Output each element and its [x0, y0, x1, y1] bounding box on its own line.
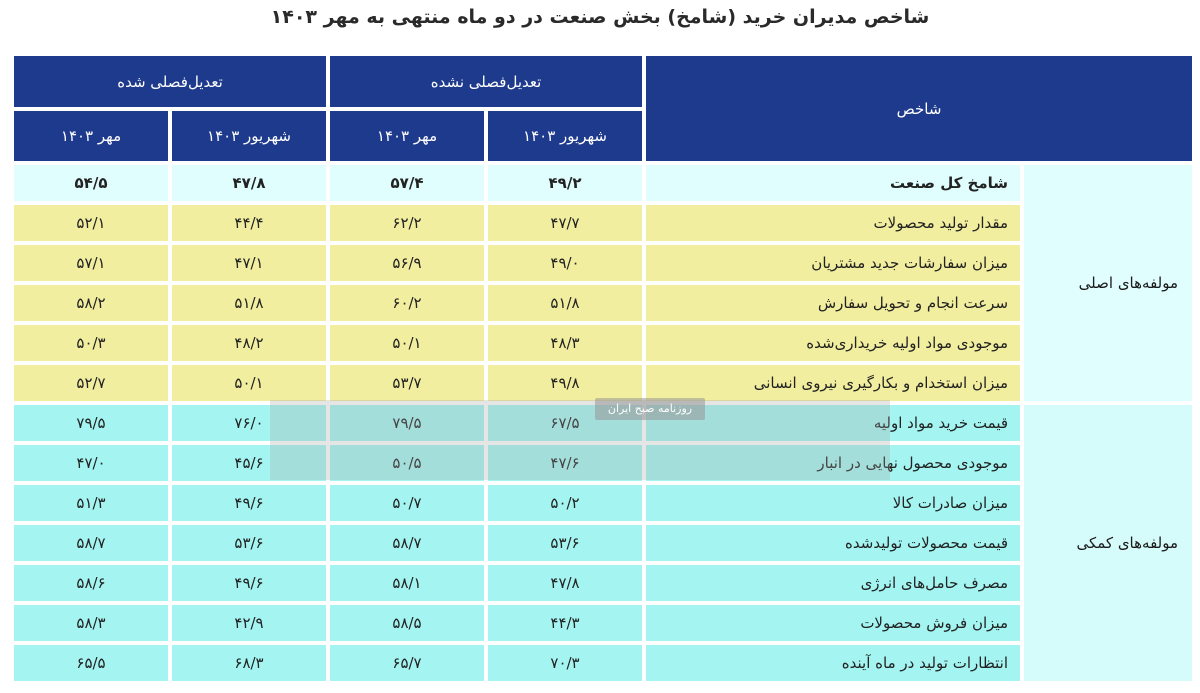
row-label: موجودی محصول نهایی در انبار: [646, 445, 1020, 481]
pmi-table: [10, 52, 1196, 685]
cell-value: ۵۰/۱: [330, 325, 484, 361]
table-row: [14, 645, 1192, 681]
row-label: میزان فروش محصولات: [646, 605, 1020, 641]
cell-value: ۴۷/۷: [488, 205, 642, 241]
row-label: شامخ کل صنعت: [646, 165, 1020, 201]
cell-value: ۴۹/۰: [488, 245, 642, 281]
table-row: [14, 285, 1192, 321]
cell-value: ۵۸/۷: [330, 525, 484, 561]
table-row: [14, 605, 1192, 641]
cell-value: ۶۵/۷: [330, 645, 484, 681]
cell-value: ۵۴/۵: [14, 165, 168, 201]
cell-value: ۵۳/۶: [172, 525, 326, 561]
row-label: قیمت محصولات تولیدشده: [646, 525, 1020, 561]
header-indicator: شاخص: [646, 56, 1192, 161]
table-row: [14, 445, 1192, 481]
header-na-shahrivar: شهریور ۱۴۰۳: [488, 111, 642, 161]
cell-value: ۷۹/۵: [14, 405, 168, 441]
table-row: [14, 565, 1192, 601]
cell-value: ۴۸/۳: [488, 325, 642, 361]
cell-value: ۵۸/۶: [14, 565, 168, 601]
table-row: [14, 205, 1192, 241]
cell-value: ۴۴/۴: [172, 205, 326, 241]
cell-value: ۴۷/۶: [488, 445, 642, 481]
cell-value: ۶۷/۵: [488, 405, 642, 441]
header-not-adjusted: تعدیل‌فصلی نشده: [330, 56, 642, 107]
cell-value: ۵۰/۳: [14, 325, 168, 361]
row-label: میزان صادرات کالا: [646, 485, 1020, 521]
category-aux: مولفه‌های کمکی: [1024, 405, 1192, 681]
row-label: مقدار تولید محصولات: [646, 205, 1020, 241]
cell-value: ۴۴/۳: [488, 605, 642, 641]
table-title: شاخص مدیران خرید (شامخ) بخش صنعت در دو ماه منتهی به مهر ۱۴۰۳: [270, 6, 930, 28]
cell-value: ۵۰/۲: [488, 485, 642, 521]
cell-value: ۵۸/۵: [330, 605, 484, 641]
cell-value: ۴۲/۹: [172, 605, 326, 641]
cell-value: ۴۷/۸: [172, 165, 326, 201]
table-row: [14, 245, 1192, 281]
cell-value: ۵۱/۳: [14, 485, 168, 521]
cell-value: ۴۷/۰: [14, 445, 168, 481]
watermark-tag: روزنامه صبح ایران: [595, 398, 705, 420]
cell-value: ۷۰/۳: [488, 645, 642, 681]
cell-value: ۴۹/۸: [488, 365, 642, 401]
cell-value: ۵۷/۴: [330, 165, 484, 201]
cell-value: ۴۷/۱: [172, 245, 326, 281]
cell-value: ۴۷/۸: [488, 565, 642, 601]
cell-value: ۵۲/۱: [14, 205, 168, 241]
row-label: قیمت خرید مواد اولیه: [646, 405, 1020, 441]
header-adj-mehr: مهر ۱۴۰۳: [14, 111, 168, 161]
header-adjusted: تعدیل‌فصلی شده: [14, 56, 326, 107]
header-na-mehr: مهر ۱۴۰۳: [330, 111, 484, 161]
cell-value: ۵۸/۲: [14, 285, 168, 321]
cell-value: ۴۹/۶: [172, 485, 326, 521]
category-main: مولفه‌های اصلی: [1024, 165, 1192, 401]
header-adj-shahrivar: شهریور ۱۴۰۳: [172, 111, 326, 161]
row-label: مصرف حامل‌های انرژی: [646, 565, 1020, 601]
cell-value: ۵۳/۶: [488, 525, 642, 561]
row-label: موجودی مواد اولیه خریداری‌شده: [646, 325, 1020, 361]
cell-value: ۵۰/۵: [330, 445, 484, 481]
cell-value: ۴۵/۶: [172, 445, 326, 481]
row-label: سرعت انجام و تحویل سفارش: [646, 285, 1020, 321]
cell-value: ۶۵/۵: [14, 645, 168, 681]
table-row: [14, 525, 1192, 561]
cell-value: ۵۸/۳: [14, 605, 168, 641]
cell-value: ۷۹/۵: [330, 405, 484, 441]
cell-value: ۷۶/۰: [172, 405, 326, 441]
cell-value: ۵۸/۷: [14, 525, 168, 561]
cell-value: ۵۰/۷: [330, 485, 484, 521]
cell-value: ۴۹/۲: [488, 165, 642, 201]
table-row: [14, 165, 1192, 201]
cell-value: ۵۲/۷: [14, 365, 168, 401]
row-label: میزان استخدام و بکارگیری نیروی انسانی: [646, 365, 1020, 401]
cell-value: ۵۸/۱: [330, 565, 484, 601]
row-label: میزان سفارشات جدید مشتریان: [646, 245, 1020, 281]
cell-value: ۵۰/۱: [172, 365, 326, 401]
cell-value: ۶۲/۲: [330, 205, 484, 241]
cell-value: ۵۶/۹: [330, 245, 484, 281]
cell-value: ۶۰/۲: [330, 285, 484, 321]
cell-value: ۵۷/۱: [14, 245, 168, 281]
table-row: [14, 485, 1192, 521]
cell-value: ۵۳/۷: [330, 365, 484, 401]
cell-value: ۴۹/۶: [172, 565, 326, 601]
row-label: انتظارات تولید در ماه آینده: [646, 645, 1020, 681]
table-row: [14, 365, 1192, 401]
cell-value: ۴۸/۲: [172, 325, 326, 361]
table-row: [14, 325, 1192, 361]
cell-value: ۵۱/۸: [172, 285, 326, 321]
cell-value: ۶۸/۳: [172, 645, 326, 681]
cell-value: ۵۱/۸: [488, 285, 642, 321]
